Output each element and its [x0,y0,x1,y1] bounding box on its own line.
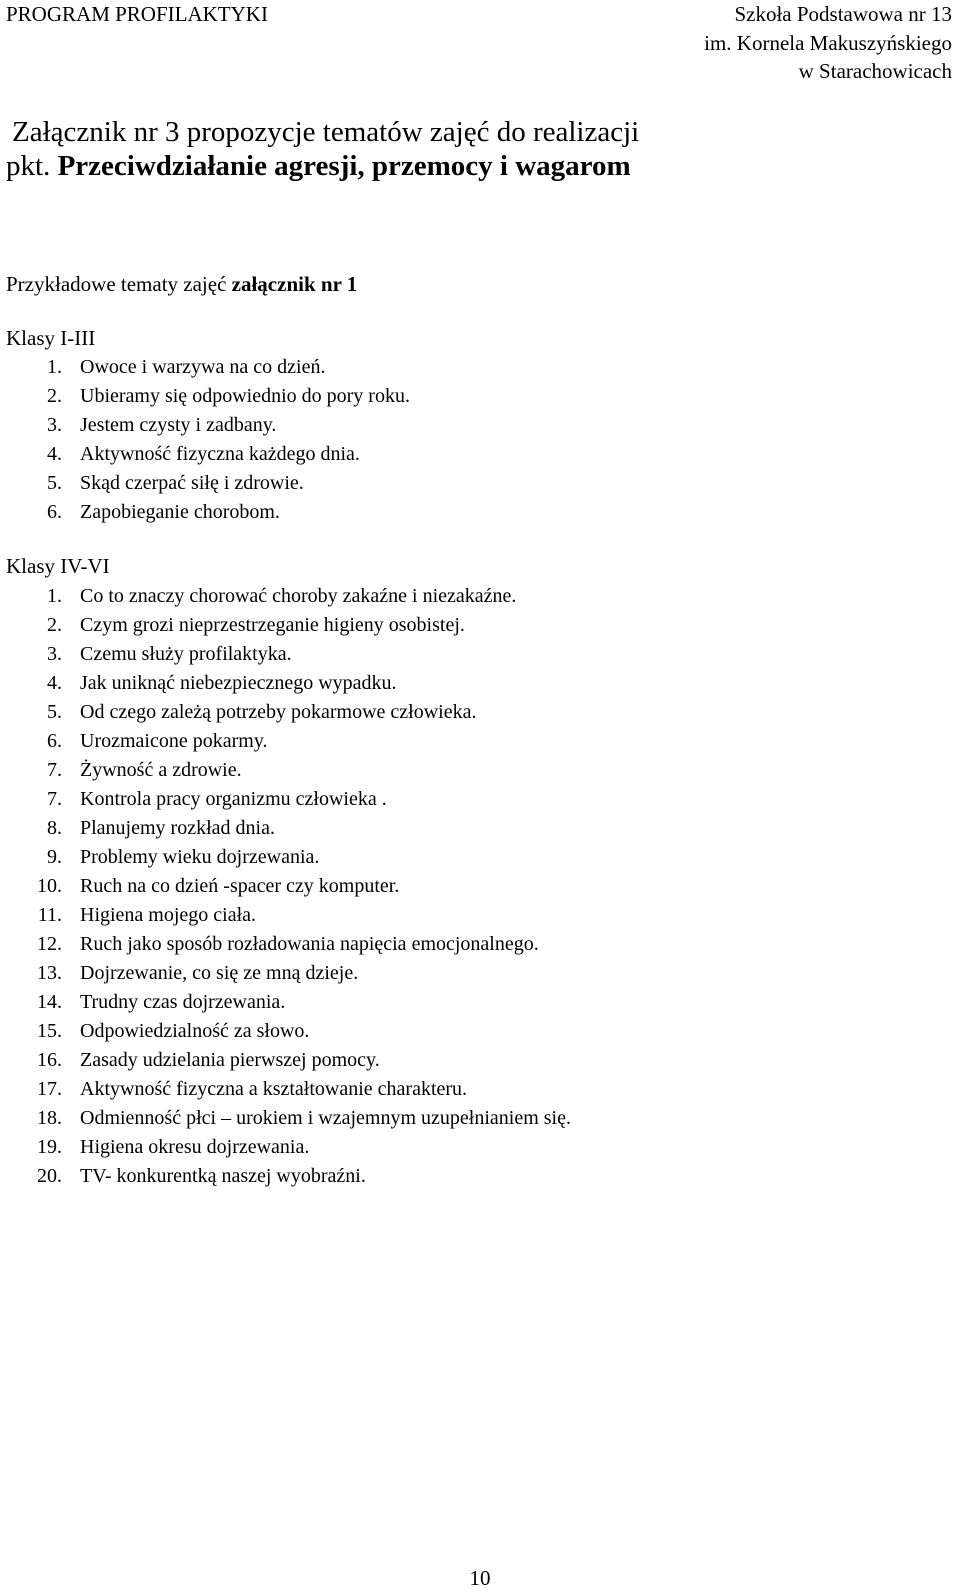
list-item-text: Planujemy rozkład dnia. [80,817,275,839]
header-school-patron: im. Kornela Makuszyńskiego [704,30,952,55]
list-item [6,785,571,814]
intro-plain: Przykładowe tematy zajęć [6,272,232,296]
list-item [6,901,571,930]
list-item [6,727,571,756]
list-item-text: Ruch na co dzień -spacer czy komputer. [80,875,400,897]
list-item [6,353,410,382]
list-item [6,640,571,669]
list-item [6,814,571,843]
list-item-text: Czemu służy profilaktyka. [80,643,292,665]
list-item-number: 17. [37,1078,62,1100]
group-heading-klasy-1-3: Klasy I-III [6,326,96,350]
list-item-number: 6. [47,501,62,523]
list-item-number: 16. [37,1049,62,1071]
list-item-text: Urozmaicone pokarmy. [80,730,268,752]
list-item-text: Dojrzewanie, co się ze mną dzieje. [80,962,359,984]
list-item-number: 8. [47,817,62,839]
list-item [6,988,571,1017]
list-item-number: 11. [37,904,62,926]
list-item-number: 4. [47,443,62,465]
list-item [6,669,571,698]
list-item-number: 5. [47,472,62,494]
list-item [6,611,571,640]
list-item-text: Ruch jako sposób rozładowania napięcia emocjonalnego. [80,933,539,955]
attachment-subtitle-bold: Przeciwdziałanie agresji, przemocy i wagarom [57,150,631,182]
list-item-number: 15. [37,1020,62,1042]
list-item-number: 2. [47,385,62,407]
list-item-text: TV- konkurentką naszej wyobraźni. [80,1165,366,1187]
group-heading-klasy-4-6: Klasy IV-VI [6,554,110,578]
list-item-text: Aktywność fizyczna każdego dnia. [80,443,360,465]
header-program-title: PROGRAM PROFILAKTYKI [6,2,268,26]
list-item-number: 18. [37,1107,62,1129]
list-item [6,959,571,988]
list-item [6,411,410,440]
list-item-text: Od czego zależą potrzeby pokarmowe człowieka. [80,701,477,723]
list-item-text: Zasady udzielania pierwszej pomocy. [80,1049,380,1071]
list-item-number: 14. [37,991,62,1013]
list-item-text: Odmienność płci – urokiem i wzajemnym uzupełnianiem się. [80,1107,571,1129]
list-item-text: Aktywność fizyczna a kształtowanie charakteru. [80,1078,468,1100]
list-item-text: Owoce i warzywa na co dzień. [80,356,326,378]
list-item-number: 2. [47,614,62,636]
list-item [6,440,410,469]
list-item-number: 5. [47,701,62,723]
list-item-text: Problemy wieku dojrzewania. [80,846,320,868]
list-item-text: Żywność a zdrowie. [80,759,242,781]
list-item-text: Odpowiedzialność za słowo. [80,1020,310,1042]
topic-list-klasy-1-3 [6,353,410,527]
list-item-text: Higiena mojego ciała. [80,904,257,926]
attachment-subtitle [6,149,631,183]
intro-text [6,270,357,298]
list-item [6,843,571,872]
intro-bold: załącznik nr 1 [231,272,358,296]
list-item [6,498,410,527]
list-item [6,930,571,959]
list-item [6,1133,571,1162]
list-item-text: Co to znaczy chorować choroby zakaźne i niezakaźne. [80,585,517,607]
list-item [6,756,571,785]
list-item-text: Ubieramy się odpowiednio do pory roku. [80,385,410,407]
list-item-text: Jak uniknąć niebezpiecznego wypadku. [80,672,397,694]
page-number: 10 [469,1566,491,1590]
attachment-title: Załącznik nr 3 propozycje tematów zajęć do realizacji [12,116,640,148]
list-item-number: 1. [47,585,62,607]
list-item-text: Skąd czerpać siłę i zdrowie. [80,472,304,494]
header-school-city: w Starachowicach [798,59,952,83]
list-item-number: 6. [47,730,62,752]
list-item-number: 3. [47,414,62,436]
list-item-number: 7. [47,759,62,781]
list-item-text: Zapobieganie chorobom. [80,501,280,523]
list-item [6,469,410,498]
list-item [6,1104,571,1133]
list-item [6,1046,571,1075]
list-item [6,382,410,411]
list-item [6,698,571,727]
attachment-subtitle-prefix: pkt. [6,150,51,182]
list-item-number: 7. [47,788,62,810]
list-item-number: 12. [37,933,62,955]
list-item-number: 3. [47,643,62,665]
list-item-number: 19. [37,1136,62,1158]
list-item-number: 20. [37,1165,62,1187]
topic-list-klasy-4-6 [6,582,571,1191]
list-item-text: Jestem czysty i zadbany. [80,414,277,436]
list-item-text: Trudny czas dojrzewania. [80,991,286,1013]
header-school-name: Szkoła Podstawowa nr 13 [734,2,952,26]
list-item-text: Higiena okresu dojrzewania. [80,1136,310,1158]
list-item-number: 9. [47,846,62,868]
list-item-text: Kontrola pracy organizmu człowieka . [80,788,387,810]
list-item-number: 1. [47,356,62,378]
list-item-number: 4. [47,672,62,694]
list-item [6,1017,571,1046]
list-item-number: 13. [37,962,62,984]
list-item [6,872,571,901]
list-item-number: 10. [37,875,62,897]
list-item [6,1075,571,1104]
list-item-text: Czym grozi nieprzestrzeganie higieny osobistej. [80,614,465,636]
list-item [6,1162,571,1191]
list-item [6,582,571,611]
header-school-info [704,0,952,86]
